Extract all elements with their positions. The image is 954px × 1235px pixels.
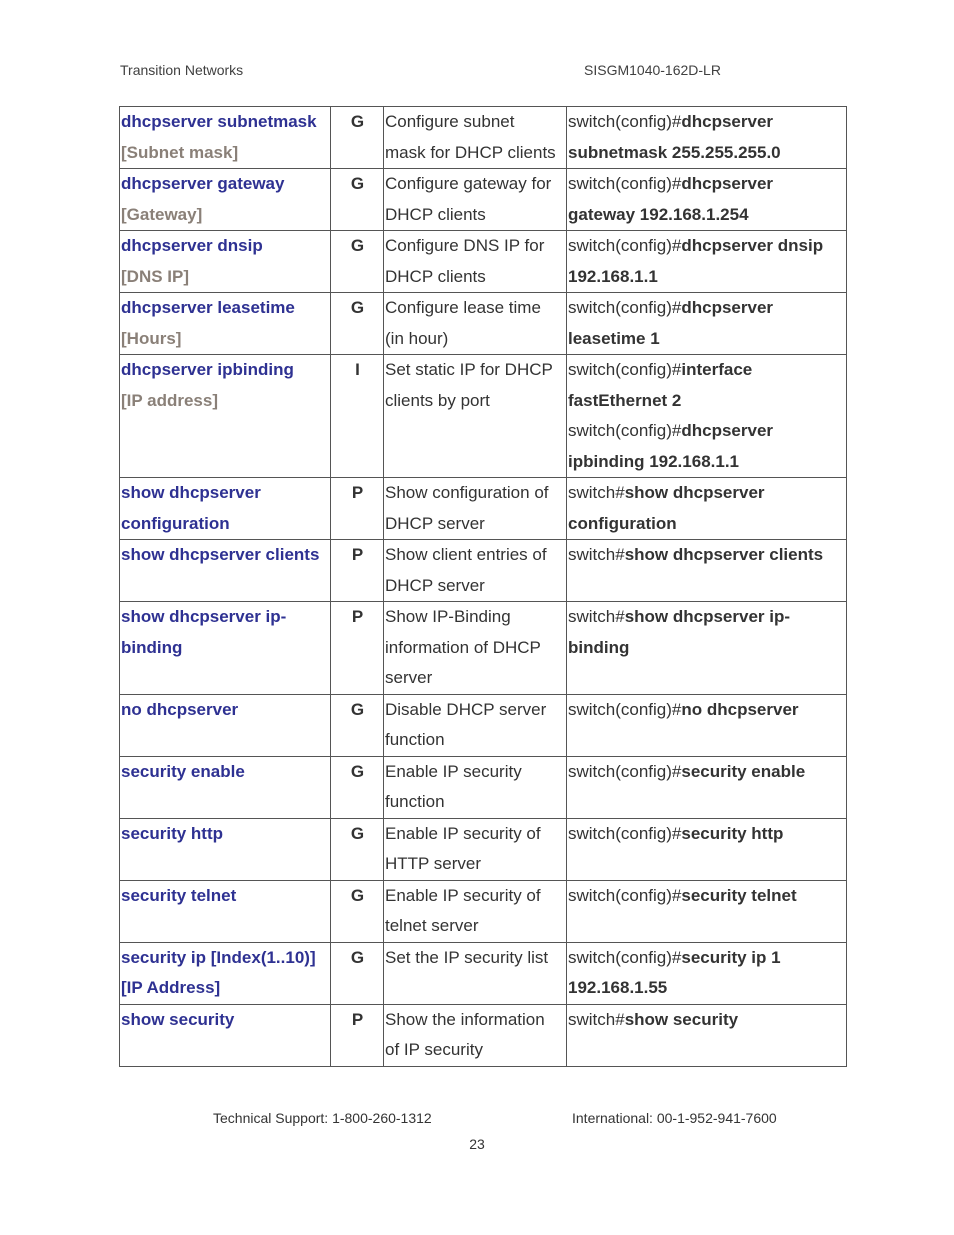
example-line bbox=[568, 1005, 846, 1036]
prompt-prefix: switch# bbox=[568, 1009, 625, 1029]
example-command: subnetmask 255.255.255.0 bbox=[568, 142, 781, 162]
prompt-prefix: switch(config)# bbox=[568, 236, 682, 255]
command-name: dhcpserver subnetmask bbox=[121, 112, 317, 131]
example-line bbox=[568, 262, 846, 293]
command-name: dhcpserver leasetime bbox=[121, 298, 295, 317]
example-line bbox=[568, 169, 846, 200]
example-line bbox=[568, 881, 846, 912]
example-line bbox=[568, 386, 846, 417]
example-command: 192.168.1.1 bbox=[568, 266, 658, 286]
command-cell bbox=[120, 694, 331, 756]
example-line bbox=[568, 200, 846, 231]
example-command: security enable bbox=[681, 761, 806, 781]
command-name: show security bbox=[121, 1009, 235, 1029]
command-cell bbox=[120, 355, 331, 478]
description-line: Enable IP security of bbox=[385, 823, 541, 843]
header-company: Transition Networks bbox=[120, 62, 244, 78]
example-command: no dhcpserver bbox=[681, 699, 799, 719]
mode-cell: G bbox=[331, 756, 384, 818]
command-cell bbox=[120, 478, 331, 540]
header-model: SISGM1040-162D-LR bbox=[584, 62, 721, 78]
table-row bbox=[120, 107, 847, 169]
table-row bbox=[120, 478, 847, 540]
description-line: information of DHCP bbox=[385, 637, 541, 657]
table-row bbox=[120, 355, 847, 478]
description-line: Show client entries of bbox=[385, 545, 547, 564]
example-command: gateway 192.168.1.254 bbox=[568, 204, 749, 224]
prompt-prefix: switch(config)# bbox=[568, 421, 682, 440]
example-cell bbox=[567, 355, 847, 478]
mode-cell: G bbox=[331, 880, 384, 942]
example-line bbox=[568, 943, 846, 974]
table-row bbox=[120, 169, 847, 231]
example-line bbox=[568, 695, 846, 726]
example-command: show dhcpserver bbox=[624, 483, 765, 502]
command-parameter: [DNS IP] bbox=[121, 266, 189, 286]
example-line bbox=[568, 138, 846, 169]
example-line bbox=[568, 602, 846, 633]
table-row bbox=[120, 942, 847, 1004]
table-row bbox=[120, 293, 847, 355]
example-cell bbox=[567, 169, 847, 231]
description-cell bbox=[384, 355, 567, 478]
mode-cell: P bbox=[331, 602, 384, 695]
command-cell bbox=[120, 231, 331, 293]
example-line bbox=[568, 293, 846, 324]
command-cell bbox=[120, 818, 331, 880]
example-cell bbox=[567, 107, 847, 169]
example-cell bbox=[567, 756, 847, 818]
prompt-prefix: switch# bbox=[568, 545, 625, 564]
description-line: function bbox=[385, 730, 445, 749]
table-row bbox=[120, 694, 847, 756]
command-parameter: [IP address] bbox=[121, 390, 219, 410]
description-line: telnet server bbox=[385, 916, 479, 935]
description-cell bbox=[384, 602, 567, 695]
prompt-prefix: switch(config)# bbox=[568, 298, 682, 317]
command-name: security telnet bbox=[121, 885, 237, 905]
example-command: leasetime 1 bbox=[568, 328, 660, 348]
prompt-prefix: switch# bbox=[568, 607, 625, 626]
table-row bbox=[120, 231, 847, 293]
command-table bbox=[119, 106, 847, 1067]
example-command: security http bbox=[681, 823, 784, 843]
command-cell bbox=[120, 602, 331, 695]
command-cell bbox=[120, 1004, 331, 1066]
example-command: dhcpserver bbox=[681, 112, 774, 131]
description-line: function bbox=[385, 792, 445, 811]
example-cell bbox=[567, 231, 847, 293]
table-row bbox=[120, 756, 847, 818]
command-name: security http bbox=[121, 823, 224, 843]
example-cell bbox=[567, 1004, 847, 1066]
mode-cell: G bbox=[331, 169, 384, 231]
command-name: show dhcpserver clients bbox=[121, 545, 320, 564]
example-line bbox=[568, 757, 846, 788]
mode-cell: G bbox=[331, 293, 384, 355]
prompt-prefix: switch(config)# bbox=[568, 112, 682, 131]
description-line: of IP security bbox=[385, 1040, 483, 1059]
example-cell bbox=[567, 818, 847, 880]
example-command: security telnet bbox=[681, 885, 797, 905]
example-line bbox=[568, 324, 846, 355]
description-cell bbox=[384, 1004, 567, 1066]
table-row bbox=[120, 818, 847, 880]
description-line: DHCP clients bbox=[385, 266, 486, 286]
mode-cell: G bbox=[331, 231, 384, 293]
table-row bbox=[120, 602, 847, 695]
description-line: Show IP-Binding bbox=[385, 607, 511, 626]
command-cell bbox=[120, 942, 331, 1004]
description-line: DHCP server bbox=[385, 513, 485, 533]
mode-cell: G bbox=[331, 694, 384, 756]
command-cell bbox=[120, 756, 331, 818]
description-line: Show the information bbox=[385, 1009, 545, 1029]
example-line bbox=[568, 633, 846, 664]
description-cell bbox=[384, 818, 567, 880]
example-cell bbox=[567, 293, 847, 355]
command-cell bbox=[120, 293, 331, 355]
description-line: Show configuration of bbox=[385, 483, 549, 502]
description-line: Disable DHCP server bbox=[385, 699, 547, 719]
description-line: Configure DNS IP for bbox=[385, 236, 545, 255]
command-cell bbox=[120, 540, 331, 602]
command-name: no dhcpserver bbox=[121, 699, 239, 719]
description-line: mask for DHCP clients bbox=[385, 142, 556, 162]
example-command: dhcpserver bbox=[681, 174, 774, 193]
example-cell bbox=[567, 880, 847, 942]
prompt-prefix: switch(config)# bbox=[568, 761, 682, 781]
example-command: ipbinding 192.168.1.1 bbox=[568, 451, 740, 471]
command-cell bbox=[120, 107, 331, 169]
example-cell bbox=[567, 540, 847, 602]
example-command: show security bbox=[624, 1009, 739, 1029]
prompt-prefix: switch(config)# bbox=[568, 174, 682, 193]
description-cell bbox=[384, 540, 567, 602]
prompt-prefix: switch(config)# bbox=[568, 947, 682, 967]
description-line: HTTP server bbox=[385, 854, 482, 873]
example-line bbox=[568, 107, 846, 138]
command-parameter: [Gateway] bbox=[121, 204, 203, 224]
mode-cell: P bbox=[331, 1004, 384, 1066]
footer-international: International: 00-1-952-941-7600 bbox=[572, 1110, 777, 1126]
prompt-prefix: switch(config)# bbox=[568, 823, 682, 843]
command-cell bbox=[120, 169, 331, 231]
example-line bbox=[568, 478, 846, 509]
prompt-prefix: switch(config)# bbox=[568, 885, 682, 905]
example-line bbox=[568, 231, 846, 262]
command-name: show dhcpserver ip-binding bbox=[121, 607, 287, 657]
example-line bbox=[568, 416, 846, 447]
table-row bbox=[120, 540, 847, 602]
description-cell bbox=[384, 107, 567, 169]
description-line: Enable IP security of bbox=[385, 885, 541, 905]
command-name: security ip [Index(1..10)] [IP Address] bbox=[121, 947, 316, 997]
example-command: 192.168.1.55 bbox=[568, 978, 668, 997]
command-cell bbox=[120, 880, 331, 942]
example-line bbox=[568, 355, 846, 386]
example-command: binding bbox=[568, 637, 630, 657]
description-line: server bbox=[385, 668, 433, 687]
description-cell bbox=[384, 756, 567, 818]
example-line bbox=[568, 540, 846, 571]
description-cell bbox=[384, 231, 567, 293]
command-name: dhcpserver dnsip bbox=[121, 236, 263, 255]
command-parameter: [Hours] bbox=[121, 328, 182, 348]
example-line bbox=[568, 447, 846, 478]
example-command: security ip 1 bbox=[681, 947, 781, 967]
description-line: clients by port bbox=[385, 390, 490, 410]
description-line: Configure lease time bbox=[385, 298, 541, 317]
description-line: (in hour) bbox=[385, 328, 449, 348]
description-line: Configure subnet bbox=[385, 112, 515, 131]
description-cell bbox=[384, 880, 567, 942]
example-command: show dhcpserver clients bbox=[624, 545, 824, 564]
table-row bbox=[120, 1004, 847, 1066]
example-cell bbox=[567, 942, 847, 1004]
description-line: Configure gateway for bbox=[385, 174, 552, 193]
example-line bbox=[568, 819, 846, 850]
example-command: interface bbox=[681, 360, 753, 379]
example-line bbox=[568, 509, 846, 540]
mode-cell: P bbox=[331, 540, 384, 602]
example-command: fastEthernet 2 bbox=[568, 390, 682, 410]
prompt-prefix: switch# bbox=[568, 483, 625, 502]
mode-cell: P bbox=[331, 478, 384, 540]
command-name: show dhcpserver configuration bbox=[121, 483, 261, 533]
example-command: dhcpserver bbox=[681, 421, 774, 440]
description-line: DHCP server bbox=[385, 575, 485, 595]
mode-cell: I bbox=[331, 355, 384, 478]
example-cell bbox=[567, 602, 847, 695]
description-cell bbox=[384, 694, 567, 756]
page-number: 23 bbox=[469, 1136, 485, 1152]
description-line: Enable IP security bbox=[385, 761, 522, 781]
prompt-prefix: switch(config)# bbox=[568, 699, 682, 719]
table-row bbox=[120, 880, 847, 942]
example-command: dhcpserver dnsip bbox=[681, 236, 824, 255]
example-command: show dhcpserver ip- bbox=[624, 607, 791, 626]
description-cell bbox=[384, 293, 567, 355]
example-line bbox=[568, 973, 846, 1004]
mode-cell: G bbox=[331, 818, 384, 880]
command-name: dhcpserver ipbinding bbox=[121, 360, 294, 379]
mode-cell: G bbox=[331, 942, 384, 1004]
prompt-prefix: switch(config)# bbox=[568, 360, 682, 379]
example-cell bbox=[567, 694, 847, 756]
description-cell bbox=[384, 942, 567, 1004]
description-line: DHCP clients bbox=[385, 204, 486, 224]
example-cell bbox=[567, 478, 847, 540]
mode-cell: G bbox=[331, 107, 384, 169]
description-cell bbox=[384, 478, 567, 540]
command-name: security enable bbox=[121, 761, 245, 781]
description-line: Set the IP security list bbox=[385, 947, 549, 967]
example-command: configuration bbox=[568, 513, 677, 533]
command-parameter: [Subnet mask] bbox=[121, 142, 239, 162]
footer-support: Technical Support: 1-800-260-1312 bbox=[213, 1110, 432, 1126]
description-cell bbox=[384, 169, 567, 231]
description-line: Set static IP for DHCP bbox=[385, 360, 553, 379]
command-name: dhcpserver gateway bbox=[121, 174, 285, 193]
example-command: dhcpserver bbox=[681, 298, 774, 317]
